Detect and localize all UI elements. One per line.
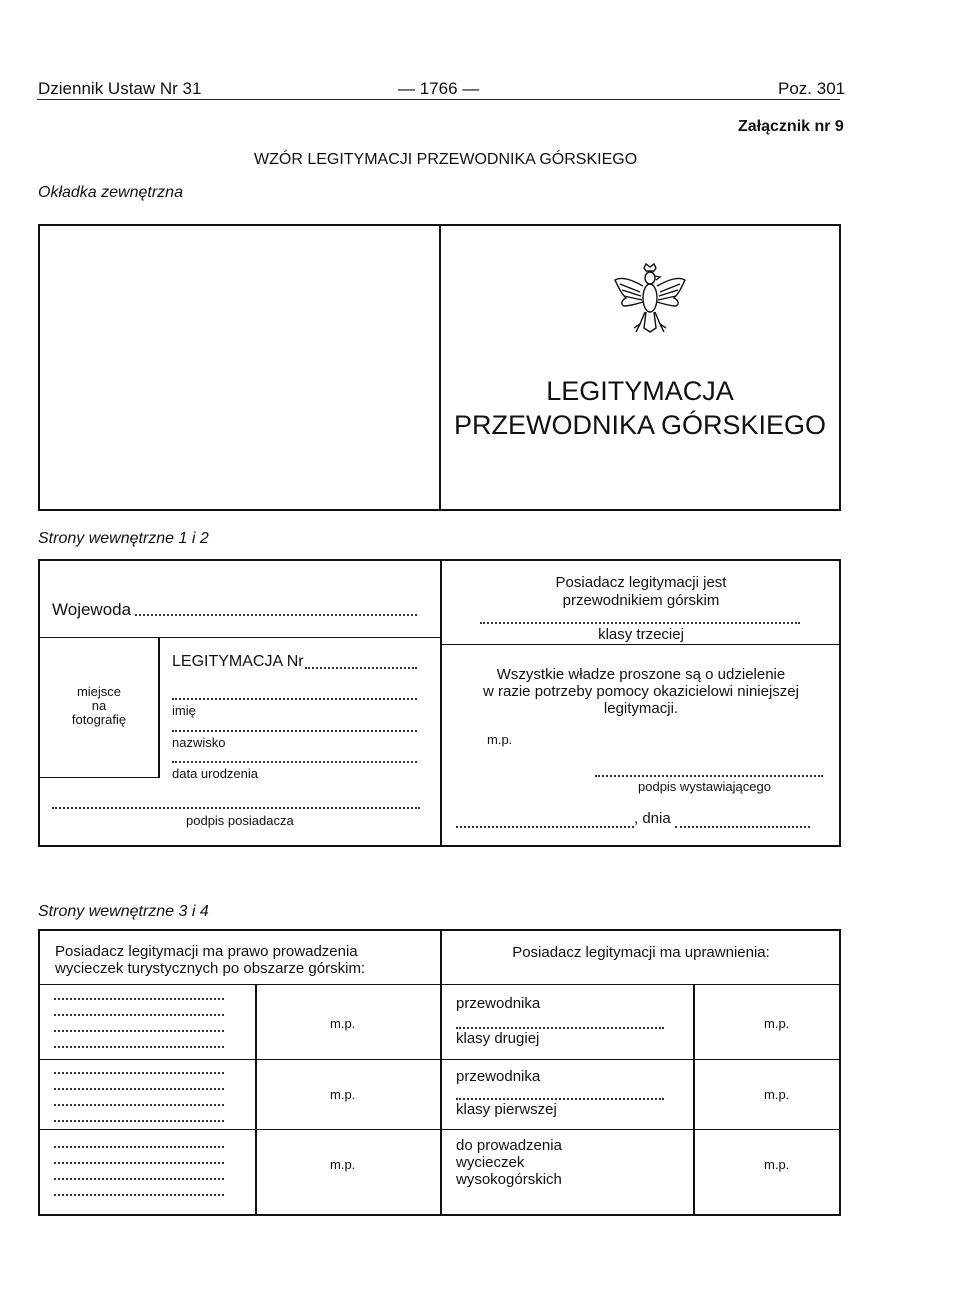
issuer-signature-dots xyxy=(595,775,823,777)
qualifications-inner-divider xyxy=(693,984,695,1216)
authority-request-text xyxy=(442,666,840,717)
cover-title-line1: LEGITYMACJA xyxy=(546,376,734,406)
touring-dots xyxy=(54,1104,224,1106)
document-title: WZÓR LEGITYMACJI PRZEWODNIKA GÓRSKIEGO xyxy=(254,151,638,168)
header-rule xyxy=(37,99,840,100)
touring-dots xyxy=(54,1030,224,1032)
qualification-1-dots xyxy=(456,1027,664,1029)
qualification-1-line1: przewodnika xyxy=(456,995,541,1012)
qualifications-row-divider-1 xyxy=(440,1059,841,1060)
qualifications-heading-divider xyxy=(440,984,841,985)
qualification-2-line2: klasy pierwszej xyxy=(456,1101,557,1118)
photo-frame-bottom xyxy=(38,777,159,778)
touring-dots xyxy=(54,1178,224,1180)
class-label: klasy trzeciej xyxy=(598,626,684,643)
birth-date-dots xyxy=(172,761,417,763)
touring-dots xyxy=(54,1088,224,1090)
stamp-place-label: m.p. xyxy=(487,732,513,747)
guide-status-dots xyxy=(480,622,800,624)
inner-pages-1-2-label: Strony wewnętrzne 1 i 2 xyxy=(38,530,209,547)
inner34-fold-line xyxy=(440,929,442,1216)
date-label: , dnia xyxy=(634,810,671,827)
qualification-3-line1: do prowadzenia xyxy=(456,1137,562,1154)
authority-request-line2: w razie potrzeby pomocy okazicielowi niniejszej xyxy=(483,683,799,700)
qualification-stamp-2: m.p. xyxy=(764,1087,790,1102)
touring-dots xyxy=(54,1046,224,1048)
date-dots xyxy=(675,826,810,828)
journal-title: Dziennik Ustaw Nr 31 xyxy=(38,79,202,98)
guide-status-line2: przewodnikiem górskim xyxy=(562,592,720,609)
surname-dots xyxy=(172,730,417,732)
touring-dots xyxy=(54,1072,224,1074)
photo-text-3: fotografię xyxy=(71,712,127,727)
legitymacja-nr-label: LEGITYMACJA Nr xyxy=(172,653,304,670)
touring-dots xyxy=(54,1162,224,1164)
touring-stamp-1: m.p. xyxy=(330,1016,356,1031)
photo-frame-right xyxy=(158,637,160,778)
class-divider xyxy=(440,644,841,645)
cover-fold-line xyxy=(439,224,441,511)
first-name-dots xyxy=(172,698,417,700)
wojewoda-divider xyxy=(38,637,440,638)
wojewoda-dots xyxy=(135,614,417,616)
photo-placeholder xyxy=(40,685,158,727)
guide-status-text xyxy=(442,574,840,610)
qualification-1-line2: klasy drugiej xyxy=(456,1030,540,1047)
touring-stamp-3: m.p. xyxy=(330,1157,356,1172)
legitymacja-nr-dots xyxy=(305,667,417,669)
qualification-3-line3: wysokogórskich xyxy=(456,1171,562,1188)
touring-dots xyxy=(54,998,224,1000)
touring-dots xyxy=(54,1146,224,1148)
inner-pages-3-4-label: Strony wewnętrzne 3 i 4 xyxy=(38,903,209,920)
first-name-label: imię xyxy=(172,703,196,718)
qualifications-heading: Posiadacz legitymacji ma uprawnienia: xyxy=(512,944,770,961)
issuer-signature-label: podpis wystawiającego xyxy=(638,779,771,794)
birth-date-label: data urodzenia xyxy=(172,766,259,781)
cover-title xyxy=(440,374,840,442)
position-number: Poz. 301 xyxy=(778,79,846,98)
eagle-emblem-icon xyxy=(612,262,688,334)
wojewoda-label: Wojewoda xyxy=(52,600,132,619)
authority-request-line1: Wszystkie władze proszone są o udzielenie xyxy=(496,666,786,683)
page-number: — 1766 — xyxy=(398,79,480,98)
holder-signature-dots xyxy=(52,807,420,809)
qualifications-row-divider-2 xyxy=(440,1129,841,1130)
touring-dots xyxy=(54,1194,224,1196)
cover-section-label: Okładka zewnętrzna xyxy=(38,184,183,201)
touring-stamp-2: m.p. xyxy=(330,1087,356,1102)
qualification-3-line2: wycieczek xyxy=(456,1154,525,1171)
touring-dots xyxy=(54,1120,224,1122)
surname-label: nazwisko xyxy=(172,735,226,750)
touring-row-divider-1 xyxy=(38,1059,441,1060)
photo-text-1: miejsce xyxy=(76,684,122,699)
guide-status-line1: Posiadacz legitymacji jest xyxy=(555,574,727,591)
touring-dots xyxy=(54,1014,224,1016)
qualification-stamp-3: m.p. xyxy=(764,1157,790,1172)
qualification-3-text xyxy=(456,1137,562,1188)
touring-row-divider-2 xyxy=(38,1129,441,1130)
qualification-2-line1: przewodnika xyxy=(456,1068,541,1085)
touring-heading-divider xyxy=(38,984,441,985)
cover-title-line2: PRZEWODNIKA GÓRSKIEGO xyxy=(453,410,827,440)
touring-inner-divider xyxy=(255,984,257,1216)
qualification-2-dots xyxy=(456,1098,664,1100)
place-dots xyxy=(456,826,634,828)
holder-signature-label: podpis posiadacza xyxy=(186,813,294,828)
touring-rights-line1: Posiadacz legitymacji ma prawo prowadzenia xyxy=(55,943,358,960)
touring-rights-line2: wycieczek turystycznych po obszarze górskim: xyxy=(55,960,366,977)
qualification-stamp-1: m.p. xyxy=(764,1016,790,1031)
annex-label: Załącznik nr 9 xyxy=(738,118,844,135)
photo-text-2: na xyxy=(91,698,107,713)
authority-request-line3: legitymacji. xyxy=(603,700,679,717)
touring-rights-heading xyxy=(55,943,365,977)
